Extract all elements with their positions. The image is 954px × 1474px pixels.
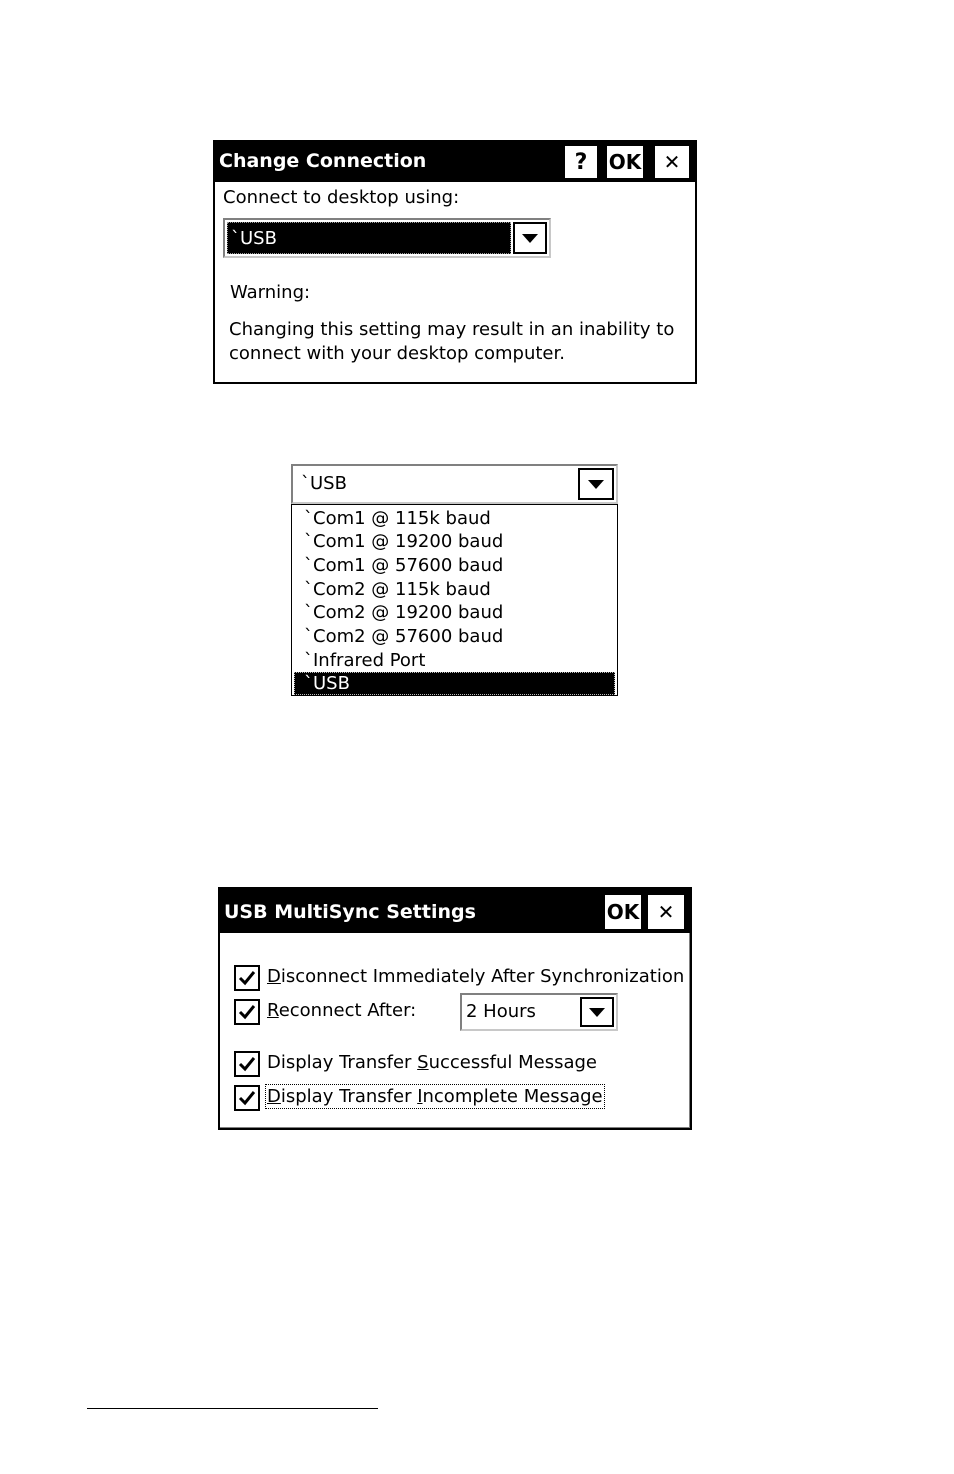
disconnect-label: Disconnect Immediately After Synchronization [267,966,685,987]
change-connection-dialog [213,140,697,384]
dropdown-option-com2-19200[interactable]: `Com2 @ 19200 baud [304,602,504,623]
checkmark-icon [237,1002,257,1022]
reconnect-interval-arrow[interactable] [580,997,614,1027]
close-icon: ✕ [663,150,681,174]
connection-dropdown-header[interactable] [291,464,618,504]
help-button[interactable] [565,146,597,178]
ok-button[interactable] [605,895,641,929]
success-message-checkbox[interactable] [234,1051,260,1077]
dropdown-option-com1-115k[interactable]: `Com1 @ 115k baud [304,508,491,529]
checkmark-icon [237,1088,257,1108]
help-icon: ? [574,149,588,175]
ok-label: OK [606,900,640,924]
dialog-title: USB MultiSync Settings [224,901,476,923]
chevron-down-icon [589,1008,605,1017]
close-button[interactable] [655,146,689,178]
reconnect-interval-value: 2 Hours [466,1001,536,1022]
connection-dropdown-list [291,504,618,696]
usb-multisync-dialog [218,887,692,1130]
connection-select-value: `USB [227,222,511,254]
dialog-title: Change Connection [219,150,427,172]
change-connection-titlebar [215,142,695,182]
dropdown-option-com2-115k[interactable]: `Com2 @ 115k baud [304,579,491,600]
warning-title: Warning: [230,282,311,303]
usb-multisync-titlebar [220,889,690,933]
checkmark-icon [237,1054,257,1074]
dropdown-selected-value: `USB [301,473,347,494]
ok-button[interactable] [607,146,643,178]
warning-text-line1: Changing this setting may result in an inability to [229,319,675,340]
close-button[interactable] [648,895,684,929]
dropdown-option-infrared[interactable]: `Infrared Port [304,650,426,671]
close-icon: ✕ [657,900,675,924]
dropdown-option-com2-57600[interactable]: `Com2 @ 57600 baud [304,626,504,647]
disconnect-checkbox[interactable] [234,965,260,991]
reconnect-label: Reconnect After: [267,1000,417,1021]
chevron-down-icon [588,480,604,489]
ok-label: OK [608,150,642,174]
chevron-down-icon [522,234,538,243]
connection-select[interactable] [223,218,551,258]
checkmark-icon [237,968,257,988]
reconnect-checkbox[interactable] [234,999,260,1025]
warning-text-line2: connect with your desktop computer. [229,343,565,364]
dropdown-option-usb[interactable]: `USB [294,672,615,695]
reconnect-interval-select[interactable] [460,993,618,1031]
connect-label: Connect to desktop using: [223,187,460,208]
dropdown-option-com1-19200[interactable]: `Com1 @ 19200 baud [304,531,504,552]
success-message-label: Display Transfer Successful Message [267,1052,597,1073]
dropdown-option-com1-57600[interactable]: `Com1 @ 57600 baud [304,555,504,576]
dropdown-arrow-button[interactable] [578,468,614,500]
incomplete-message-checkbox[interactable] [234,1085,260,1111]
connection-select-arrow[interactable] [513,222,547,254]
incomplete-message-label: Display Transfer Incomplete Message [267,1086,603,1107]
footnote-divider [87,1408,378,1409]
